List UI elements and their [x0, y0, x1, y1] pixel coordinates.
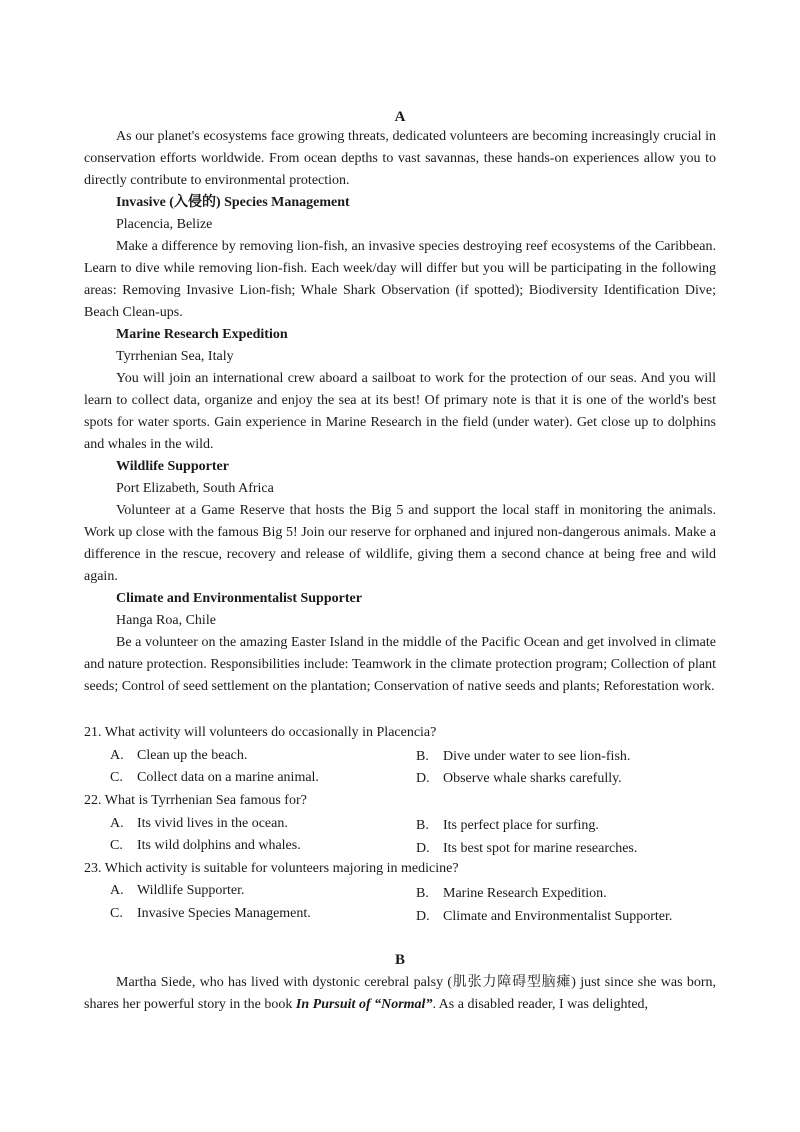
- option-21-b[interactable]: B. Dive under water to see lion-fish.: [416, 749, 631, 764]
- option-22-a[interactable]: A. Its vivid lives in the ocean.: [110, 816, 288, 831]
- program-location: Tyrrhenian Sea, Italy: [116, 349, 234, 364]
- program-description: You will join an international crew aboard a sailboat to work for the protection of our seas. And you will learn to collect data, organize and enjoy the sea at its best! Of primary note is that it is one of the world's best spots for water sports. Gain experience in Marine Research in the field (under water). Get close up to dolphins and whales in the wild.: [84, 371, 716, 452]
- program-title: Invasive (入侵的) Species Management: [116, 195, 350, 210]
- option-21-a[interactable]: A. Clean up the beach.: [110, 748, 248, 763]
- book-title: In Pursuit of “Normal”: [295, 997, 433, 1012]
- section-a-heading: A: [394, 109, 406, 125]
- question-22: 22. What is Tyrrhenian Sea famous for?: [84, 793, 307, 808]
- option-21-c[interactable]: C. Collect data on a marine animal.: [110, 770, 319, 785]
- option-21-d[interactable]: D. Observe whale sharks carefully.: [416, 771, 622, 786]
- program-location: Hanga Roa, Chile: [116, 613, 216, 628]
- program-title: Marine Research Expedition: [116, 327, 288, 342]
- program-location: Placencia, Belize: [116, 217, 213, 232]
- program-title: Wildlife Supporter: [116, 459, 229, 474]
- option-22-c[interactable]: C. Its wild dolphins and whales.: [110, 838, 301, 853]
- section-b-intro: Martha Siede, who has lived with dystonic cerebral palsy (肌张力障碍型脑瘫) just since she was born, shares her powerful story in the book In Pursuit of “Normal”. As a disabled reader, I was delighted,: [84, 975, 716, 1012]
- section-b-heading: B: [394, 952, 405, 968]
- program-title: Climate and Environmentalist Supporter: [116, 591, 362, 606]
- option-22-b[interactable]: B. Its perfect place for surfing.: [416, 818, 599, 833]
- program-description: Make a difference by removing lion-fish, an invasive species destroying reef ecosystems of the Caribbean. Learn to dive while removing lion-fish. Each week/day will differ but you will be participating in the following areas: Removing Invasive Lion-fish; Whale Shark Observation (if spotted); Biodiversity Identification Dive; Beach Clean-ups.: [84, 239, 716, 320]
- question-21: 21. What activity will volunteers do occasionally in Placencia?: [84, 725, 437, 740]
- option-23-c[interactable]: C. Invasive Species Management.: [110, 906, 311, 921]
- option-23-a[interactable]: A. Wildlife Supporter.: [110, 883, 245, 898]
- section-a-intro: As our planet's ecosystems face growing threats, dedicated volunteers are becoming increasingly crucial in conservation efforts worldwide. From ocean depths to vast savannas, these hands-on experiences allow you to directly contribute to environmental protection.: [84, 129, 716, 188]
- option-23-b[interactable]: B. Marine Research Expedition.: [416, 886, 607, 901]
- program-description: Be a volunteer on the amazing Easter Island in the middle of the Pacific Ocean and get involved in climate and nature protection. Responsibilities include: Teamwork in the climate protection program; Collection of plant seeds; Control of seed settlement on the plantation; Conservation of native seeds and plants; Reforestation work.: [84, 635, 716, 694]
- program-location: Port Elizabeth, South Africa: [116, 481, 274, 496]
- program-description: Volunteer at a Game Reserve that hosts the Big 5 and support the local staff in monitoring the animals. Work up close with the famous Big 5! Join our reserve for orphaned and injured non-dangerous animals. Make a difference in the rescue, recovery and release of wildlife, giving them a second chance at being free and wild again.: [84, 503, 716, 584]
- question-23: 23. Which activity is suitable for volunteers majoring in medicine?: [84, 861, 459, 876]
- option-23-d[interactable]: D. Climate and Environmentalist Supporter.: [416, 909, 673, 924]
- option-22-d[interactable]: D. Its best spot for marine researches.: [416, 841, 638, 856]
